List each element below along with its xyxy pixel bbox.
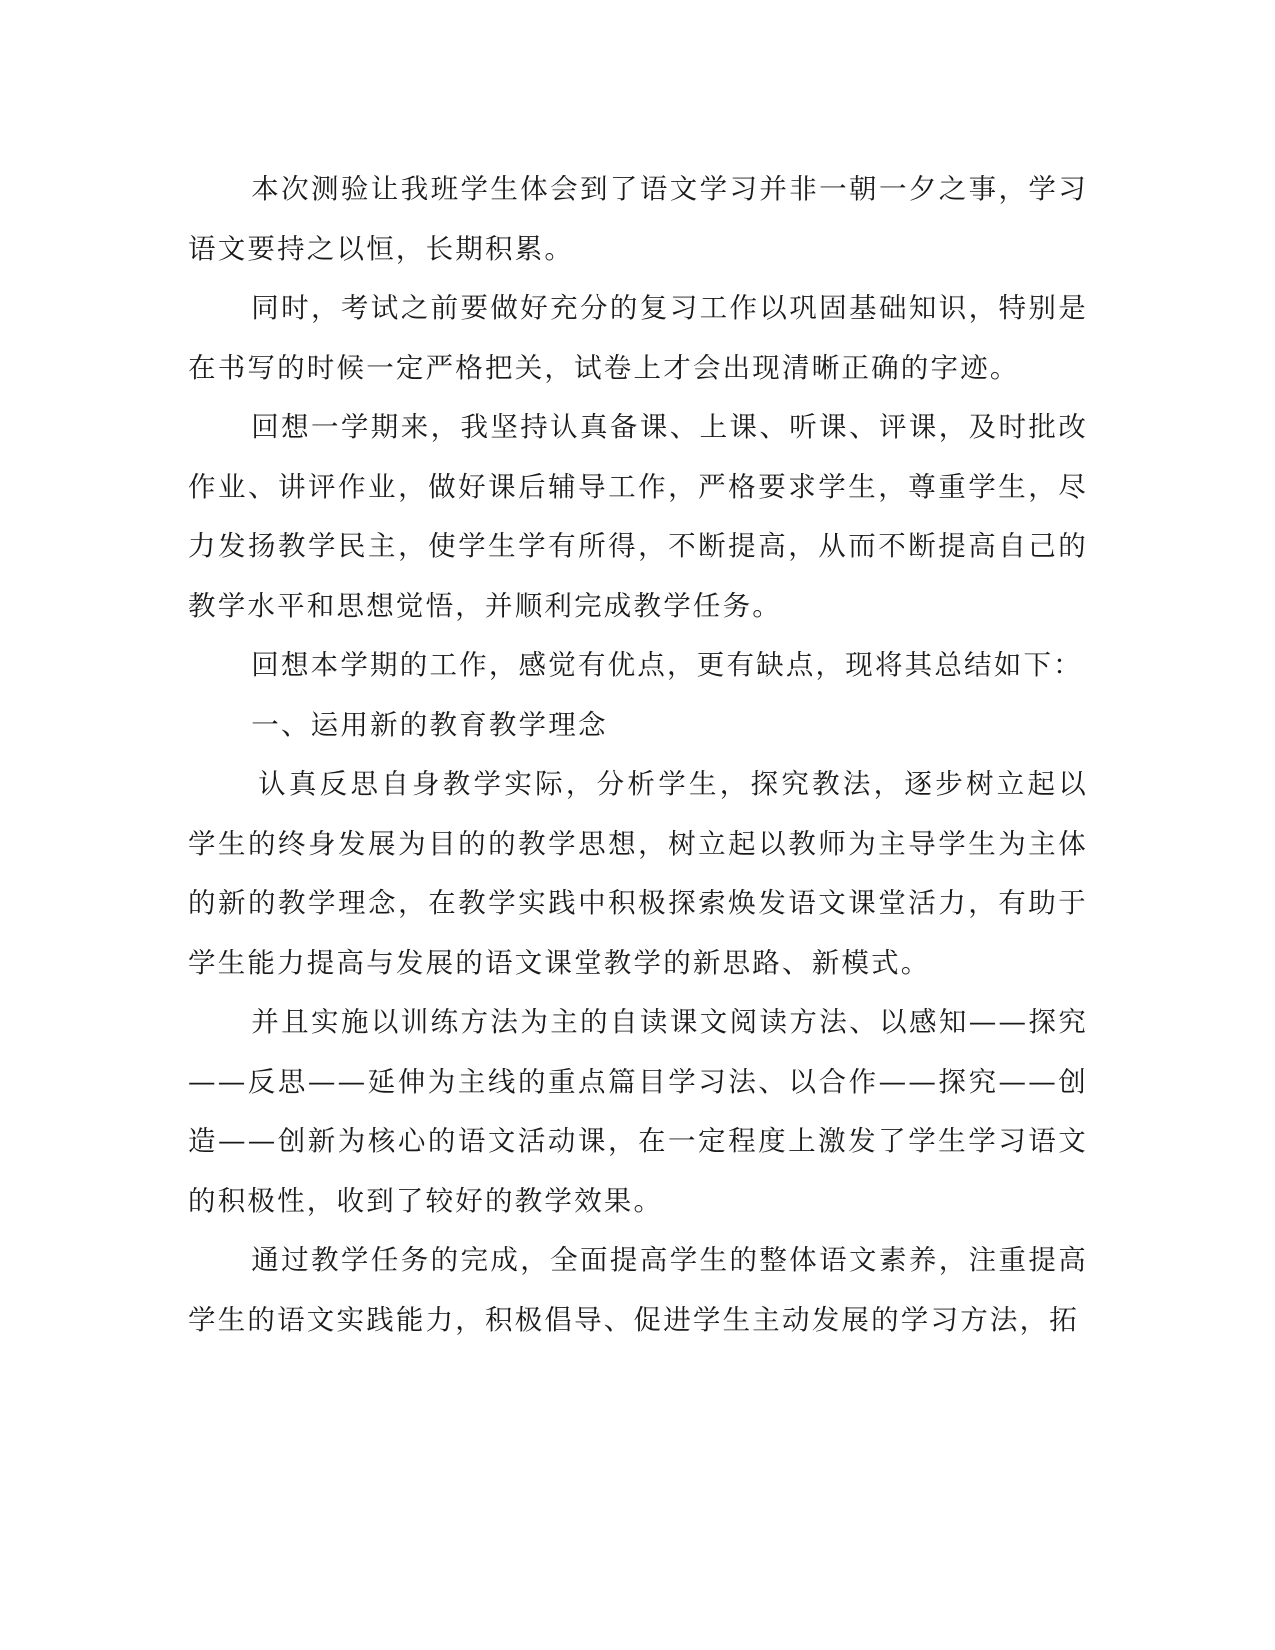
- paragraph-semester-review: 回想一学期来，我坚持认真备课、上课、听课、评课，及时批改作业、讲评作业，做好课后辅导工作，严格要求学生，尊重学生，尽力发扬教学民主，使学生学有所得，不断提高，从而不断提高自己的教学水平和思想觉悟，并顺利完成教学任务。: [188, 411, 1088, 622]
- section-heading-1: 一、运用新的教育教学理念: [251, 708, 608, 741]
- paragraph-summary-intro: 回想本学期的工作，感觉有优点，更有缺点，现将其总结如下：: [251, 649, 1083, 681]
- paragraph-teaching-methods: 并且实施以训练方法为主的自读课文阅读方法、以感知——探究——反思——延伸为主线的重点篇目学习法、以合作——探究——创造——创新为核心的语文活动课，在一定程度上激发了学生学习语文的积极性，收到了较好的教学效果。: [188, 1006, 1088, 1217]
- document-body: [188, 160, 1088, 1350]
- paragraph-exam-preparation: 同时，考试之前要做好充分的复习工作以巩固基础知识，特别是在书写的时候一定严格把关，试卷上才会出现清晰正确的字迹。: [188, 292, 1088, 384]
- paragraph-test-reflection: 本次测验让我班学生体会到了语文学习并非一朝一夕之事，学习语文要持之以恒，长期积累。: [188, 173, 1088, 265]
- paragraph-student-literacy: 通过教学任务的完成，全面提高学生的整体语文素养，注重提高学生的语文实践能力，积极倡导、促进学生主动发展的学习方法，拓: [188, 1244, 1088, 1336]
- paragraph-teaching-philosophy: 认真反思自身教学实际，分析学生，探究教法，逐步树立起以学生的终身发展为目的的教学思想，树立起以教师为主导学生为主体的新的教学理念，在教学实践中积极探索焕发语文课堂活力，有助于学生能力提高与发展的语文课堂教学的新思路、新模式。: [188, 768, 1088, 979]
